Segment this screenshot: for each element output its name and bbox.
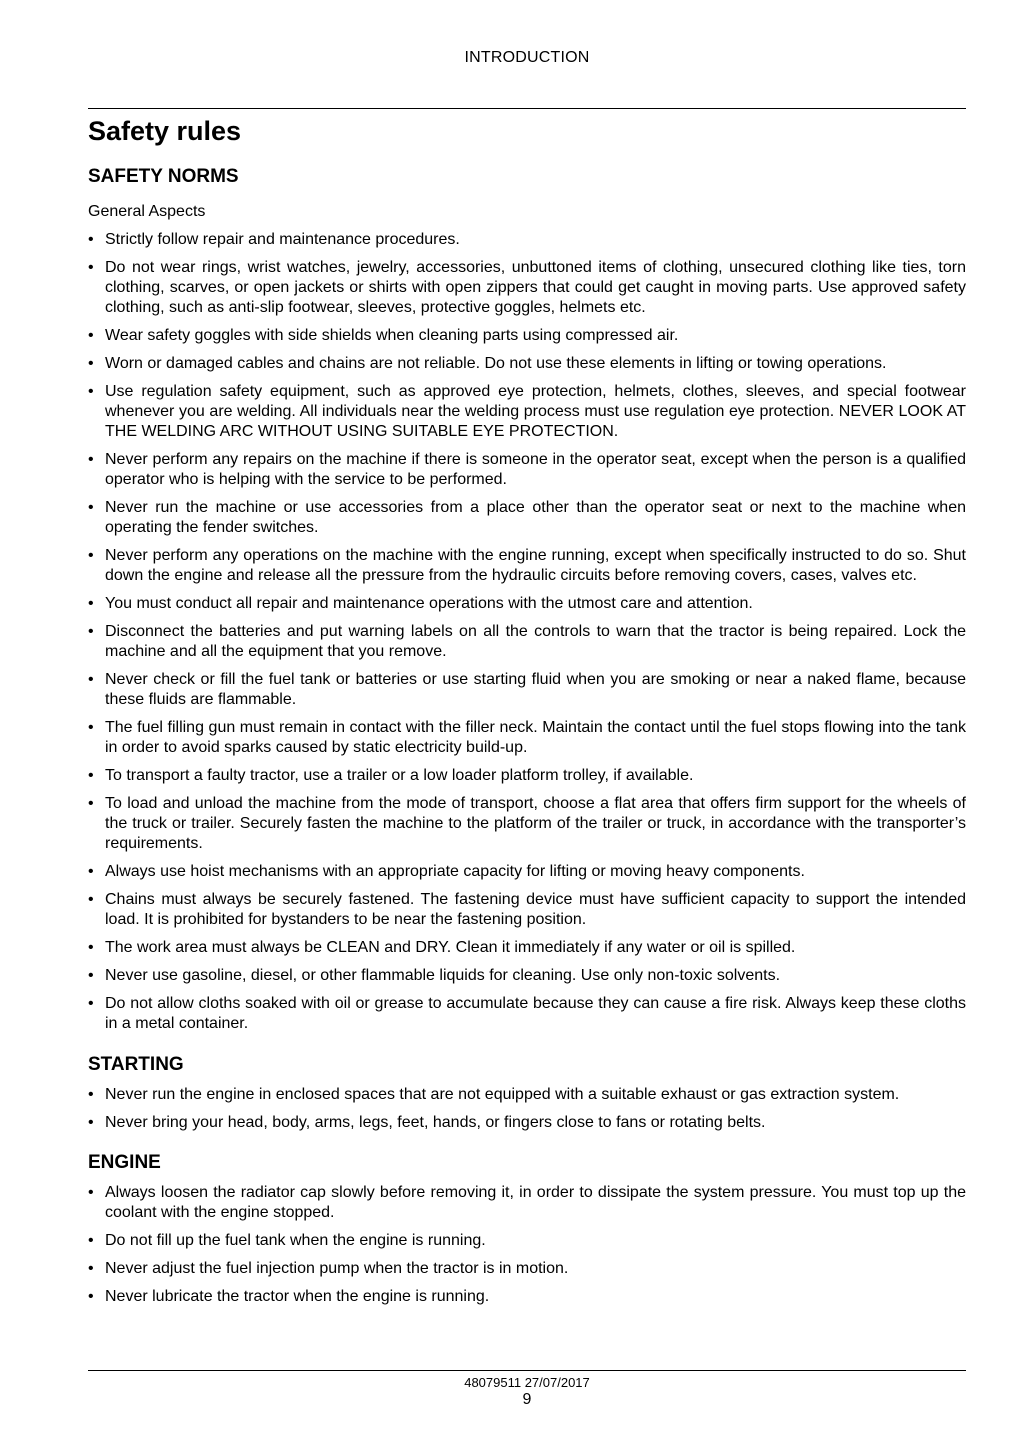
list-item <box>88 450 966 490</box>
list-item <box>88 794 966 854</box>
list-item <box>88 230 966 250</box>
list-item <box>88 622 966 662</box>
bullet-icon: • <box>88 671 94 688</box>
list-item-text: To load and unload the machine from the mode of transport, choose a flat area that offers firm support for the wheels of the truck or trailer. Securely fasten the machine to the platform of the trailer or truck, in accordance with the transporter’s requirements. <box>105 795 966 852</box>
list-item-text: Never perform any operations on the machine with the engine running, except when specifically instructed to do so. Shut down the engine and release all the pressure from the hydraulic circuits before removing covers, cases, valves etc. <box>105 547 966 584</box>
bullet-icon: • <box>88 623 94 640</box>
page-number: 9 <box>522 1391 532 1408</box>
list-item-text: Do not wear rings, wrist watches, jewelry, accessories, unbuttoned items of clothing, unsecured clothing like ties, torn clothing, scarves, or open jackets or shirts with open zippers that could get caught in moving parts. Use approved safety clothing, such as anti-slip footwear, sleeves, protective goggles, helmets etc. <box>105 259 966 316</box>
list-item <box>88 258 966 318</box>
list-item <box>88 382 966 442</box>
bullet-icon: • <box>88 967 94 984</box>
list-item <box>88 546 966 586</box>
bullet-icon: • <box>88 795 94 812</box>
list-item-text: Always loosen the radiator cap slowly before removing it, in order to dissipate the system pressure. You must top up the coolant with the engine stopped. <box>105 1184 966 1221</box>
list-item <box>88 498 966 538</box>
list-item <box>88 938 966 958</box>
bullet-icon: • <box>88 767 94 784</box>
bullet-icon: • <box>88 939 94 956</box>
bullet-icon: • <box>88 1114 94 1131</box>
list-item <box>88 994 966 1034</box>
bullet-icon: • <box>88 499 94 516</box>
bullet-icon: • <box>88 1232 94 1249</box>
list-item-text: Never bring your head, body, arms, legs, feet, hands, or fingers close to fans or rotating belts. <box>105 1114 766 1131</box>
subheading-general-aspects: General Aspects <box>88 203 206 220</box>
list-item-text: Worn or damaged cables and chains are not reliable. Do not use these elements in lifting or towing operations. <box>105 355 887 372</box>
list-item-text: You must conduct all repair and maintenance operations with the utmost care and attention. <box>105 595 753 612</box>
list-item-text: Never check or fill the fuel tank or batteries or use starting fluid when you are smoking or near a naked flame, because these fluids are flammable. <box>105 671 966 708</box>
list-item-text: Never use gasoline, diesel, or other flammable liquids for cleaning. Use only non-toxic solvents. <box>105 967 781 984</box>
list-item <box>88 354 966 374</box>
list-item-text: Chains must always be securely fastened. The fastening device must have sufficient capacity to support the intended load. It is prohibited for bystanders to be near the fastening position. <box>105 891 966 928</box>
list-item <box>88 326 966 346</box>
safety-norms-list <box>88 230 966 1034</box>
document-code: 48079511 27/07/2017 <box>464 1375 590 1390</box>
list-item <box>88 1259 966 1279</box>
list-item-text: Never lubricate the tractor when the engine is running. <box>105 1288 490 1305</box>
list-item-text: Disconnect the batteries and put warning labels on all the controls to warn that the tractor is being repaired. Lock the machine and all the equipment that you remove. <box>105 623 966 660</box>
header-divider <box>88 108 966 109</box>
list-item-text: Do not allow cloths soaked with oil or grease to accumulate because they can cause a fire risk. Always keep these cloths in a metal container. <box>105 995 966 1032</box>
list-item-text: Never perform any repairs on the machine if there is someone in the operator seat, except when the person is a qualified operator who is helping with the service to be performed. <box>105 451 966 488</box>
list-item <box>88 890 966 930</box>
list-item-text: Wear safety goggles with side shields when cleaning parts using compressed air. <box>105 327 679 344</box>
list-item-text: Never run the machine or use accessories from a place other than the operator seat or next to the machine when operating the fender switches. <box>105 499 966 536</box>
list-item-text: Strictly follow repair and maintenance procedures. <box>105 231 460 248</box>
list-item-text: Never run the engine in enclosed spaces that are not equipped with a suitable exhaust or gas extraction system. <box>105 1086 900 1103</box>
bullet-icon: • <box>88 259 94 276</box>
list-item <box>88 594 966 614</box>
section-heading-starting: STARTING <box>88 1054 184 1075</box>
bullet-icon: • <box>88 595 94 612</box>
starting-list <box>88 1085 966 1133</box>
list-item <box>88 1113 966 1133</box>
list-item-text: Do not fill up the fuel tank when the engine is running. <box>105 1232 486 1249</box>
bullet-icon: • <box>88 1184 94 1201</box>
page-title: Safety rules <box>88 116 242 146</box>
bullet-icon: • <box>88 547 94 564</box>
list-item <box>88 966 966 986</box>
list-item-text: Always use hoist mechanisms with an appropriate capacity for lifting or moving heavy components. <box>105 863 805 880</box>
list-item <box>88 1183 966 1223</box>
list-item-text: Use regulation safety equipment, such as approved eye protection, helmets, clothes, sleeves, and special footwear whenever you are welding. All individuals near the welding process must use regulation eye protection. NEVER LOOK AT THE WELDING ARC WITHOUT USING SUITABLE EYE PROTECTION. <box>105 383 966 440</box>
list-item <box>88 1085 966 1105</box>
bullet-icon: • <box>88 1086 94 1103</box>
list-item <box>88 1231 966 1251</box>
bullet-icon: • <box>88 451 94 468</box>
bullet-icon: • <box>88 355 94 372</box>
footer-divider <box>88 1370 966 1371</box>
page-content <box>88 114 966 1307</box>
section-heading-safety-norms: SAFETY NORMS <box>88 166 239 187</box>
bullet-icon: • <box>88 891 94 908</box>
bullet-icon: • <box>88 383 94 400</box>
bullet-icon: • <box>88 327 94 344</box>
bullet-icon: • <box>88 863 94 880</box>
bullet-icon: • <box>88 995 94 1012</box>
bullet-icon: • <box>88 1260 94 1277</box>
list-item <box>88 1287 966 1307</box>
running-header: INTRODUCTION <box>464 49 590 66</box>
list-item <box>88 718 966 758</box>
bullet-icon: • <box>88 719 94 736</box>
bullet-icon: • <box>88 231 94 248</box>
list-item-text: Never adjust the fuel injection pump when the tractor is in motion. <box>105 1260 569 1277</box>
list-item <box>88 862 966 882</box>
section-heading-engine: ENGINE <box>88 1152 161 1173</box>
bullet-icon: • <box>88 1288 94 1305</box>
engine-list <box>88 1183 966 1307</box>
list-item-text: The work area must always be CLEAN and DRY. Clean it immediately if any water or oil is spilled. <box>105 939 796 956</box>
list-item-text: The fuel filling gun must remain in contact with the filler neck. Maintain the contact until the fuel stops flowing into the tank in order to avoid sparks caused by static electricity build-up. <box>105 719 966 756</box>
list-item <box>88 766 966 786</box>
list-item <box>88 670 966 710</box>
list-item-text: To transport a faulty tractor, use a trailer or a low loader platform trolley, if available. <box>105 767 694 784</box>
